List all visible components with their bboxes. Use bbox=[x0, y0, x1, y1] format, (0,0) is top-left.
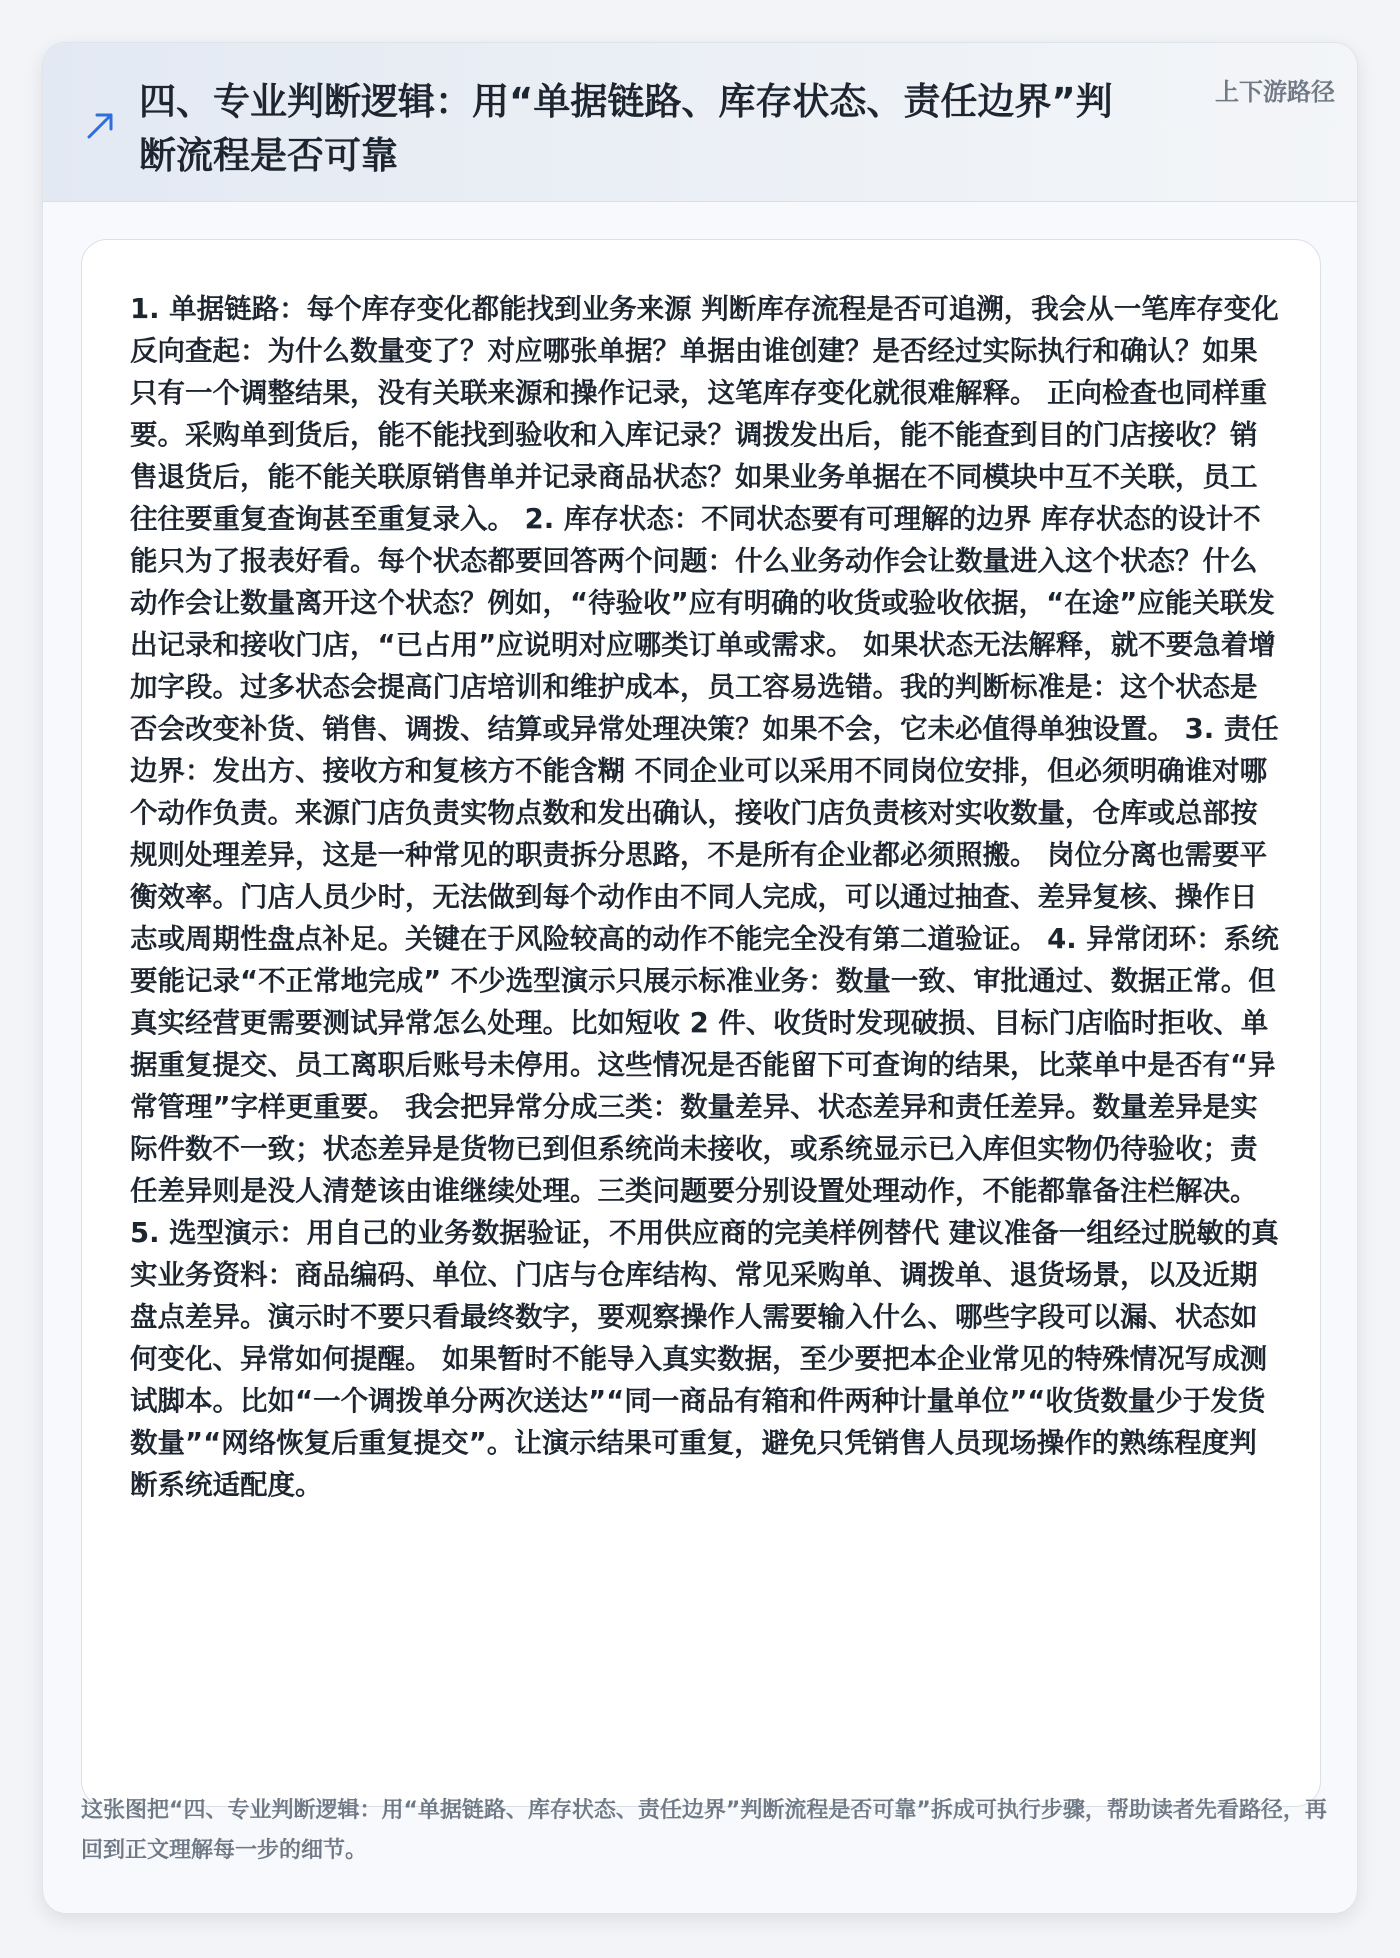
card-header bbox=[43, 43, 1357, 202]
arrow-up-right-icon bbox=[83, 107, 119, 143]
content-panel bbox=[81, 239, 1321, 1807]
figure-caption: 这张图把“四、专业判断逻辑：用“单据链路、库存状态、责任边界”判断流程是否可靠”拆成可执行步骤，帮助读者先看路径，再回到正文理解每一步的细节。 bbox=[81, 1798, 1327, 1863]
page-title: 四、专业判断逻辑：用“单据链路、库存状态、责任边界”判断流程是否可靠 bbox=[139, 80, 1113, 177]
section-tag: 上下游路径 bbox=[1215, 78, 1335, 106]
body-text: 1. 单据链路：每个库存变化都能找到业务来源 判断库存流程是否可追溯，我会从一笔库存变化反向查起：为什么数量变了？对应哪张单据？单据由谁创建？是否经过实际执行和确认？如果只有一个调整结果，没有关联来源和操作记录，这笔库存变化就很难解释。 正向检查也同样重要。采购单到货后，能不能找到验收和入库记录？调拨发出后，能不能查到目的门店接收？销售退货后，能不能关联原销售单并记录商品状态？如果业务单据在不同模块中互不关联，员工往往要重复查询甚至重复录入。 2. 库存状态：不同状态要有可理解的边界 库存状态的设计不能只为了报表好看。每个状态都要回答两个问题：什么业务动作会让数量进入这个状态？什么动作会让数量离开这个状态？例如，“待验收”应有明确的收货或验收依据，“在途”应能关联发出记录和接收门店，“已占用”应说明对应哪类订单或需求。 如果状态无法解释，就不要急着增加字段。过多状态会提高门店培训和维护成本，员工容易选错。我的判断标准是：这个状态是否会改变补货、销售、调拨、结算或异常处理决策？如果不会，它未必值得单独设置。 3. 责任边界：发出方、接收方和复核方不能含糊 不同企业可以采用不同岗位安排，但必须明确谁对哪个动作负责。来源门店负责实物点数和发出确认，接收门店负责核对实收数量，仓库或总部按规则处理差异，这是一种常见的职责拆分思路，不是所有企业都必须照搬。 岗位分离也需要平衡效率。门店人员少时，无法做到每个动作由不同人完成，可以通过抽查、差异复核、操作日志或周期性盘点补足。关键在于风险较高的动作不能完全没有第二道验证。 4. 异常闭环：系统要能记录“不正常地完成” 不少选型演示只展示标准业务：数量一致、审批通过、数据正常。但真实经营更需要测试异常怎么处理。比如短收 2 件、收货时发现破损、目标门店临时拒收、单据重复提交、员工离职后账号未停用。这些情况是否能留下可查询的结果，比菜单中是否有“异常管理”字样更重要。 我会把异常分成三类：数量差异、状态差异和责任差异。数量差异是实际件数不一致；状态差异是货物已到但系统尚未接收，或系统显示已入库但实物仍待验收；责任差异则是没人清楚该由谁继续处理。三类问题要分别设置处理动作，不能都靠备注栏解决。 5. 选型演示：用自己的业务数据验证，不用供应商的完美样例替代 建议准备一组经过脱敏的真实业务资料：商品编码、单位、门店与仓库结构、常见采购单、调拨单、退货场景，以及近期盘点差异。演示时不要只看最终数字，要观察操作人需要输入什么、哪些字段可以漏、状态如何变化、异常如何提醒。 如果暂时不能导入真实数据，至少要把本企业常见的特殊情况写成测试脚本。比如“一个调拨单分两次送达”“同一商品有箱和件两种计量单位”“收货数量少于发货数量”“网络恢复后重复提交”。让演示结果可重复，避免只凭销售人员现场操作的熟练程度判断系统适配度。 bbox=[130, 293, 1279, 1501]
article-card bbox=[42, 42, 1358, 1914]
